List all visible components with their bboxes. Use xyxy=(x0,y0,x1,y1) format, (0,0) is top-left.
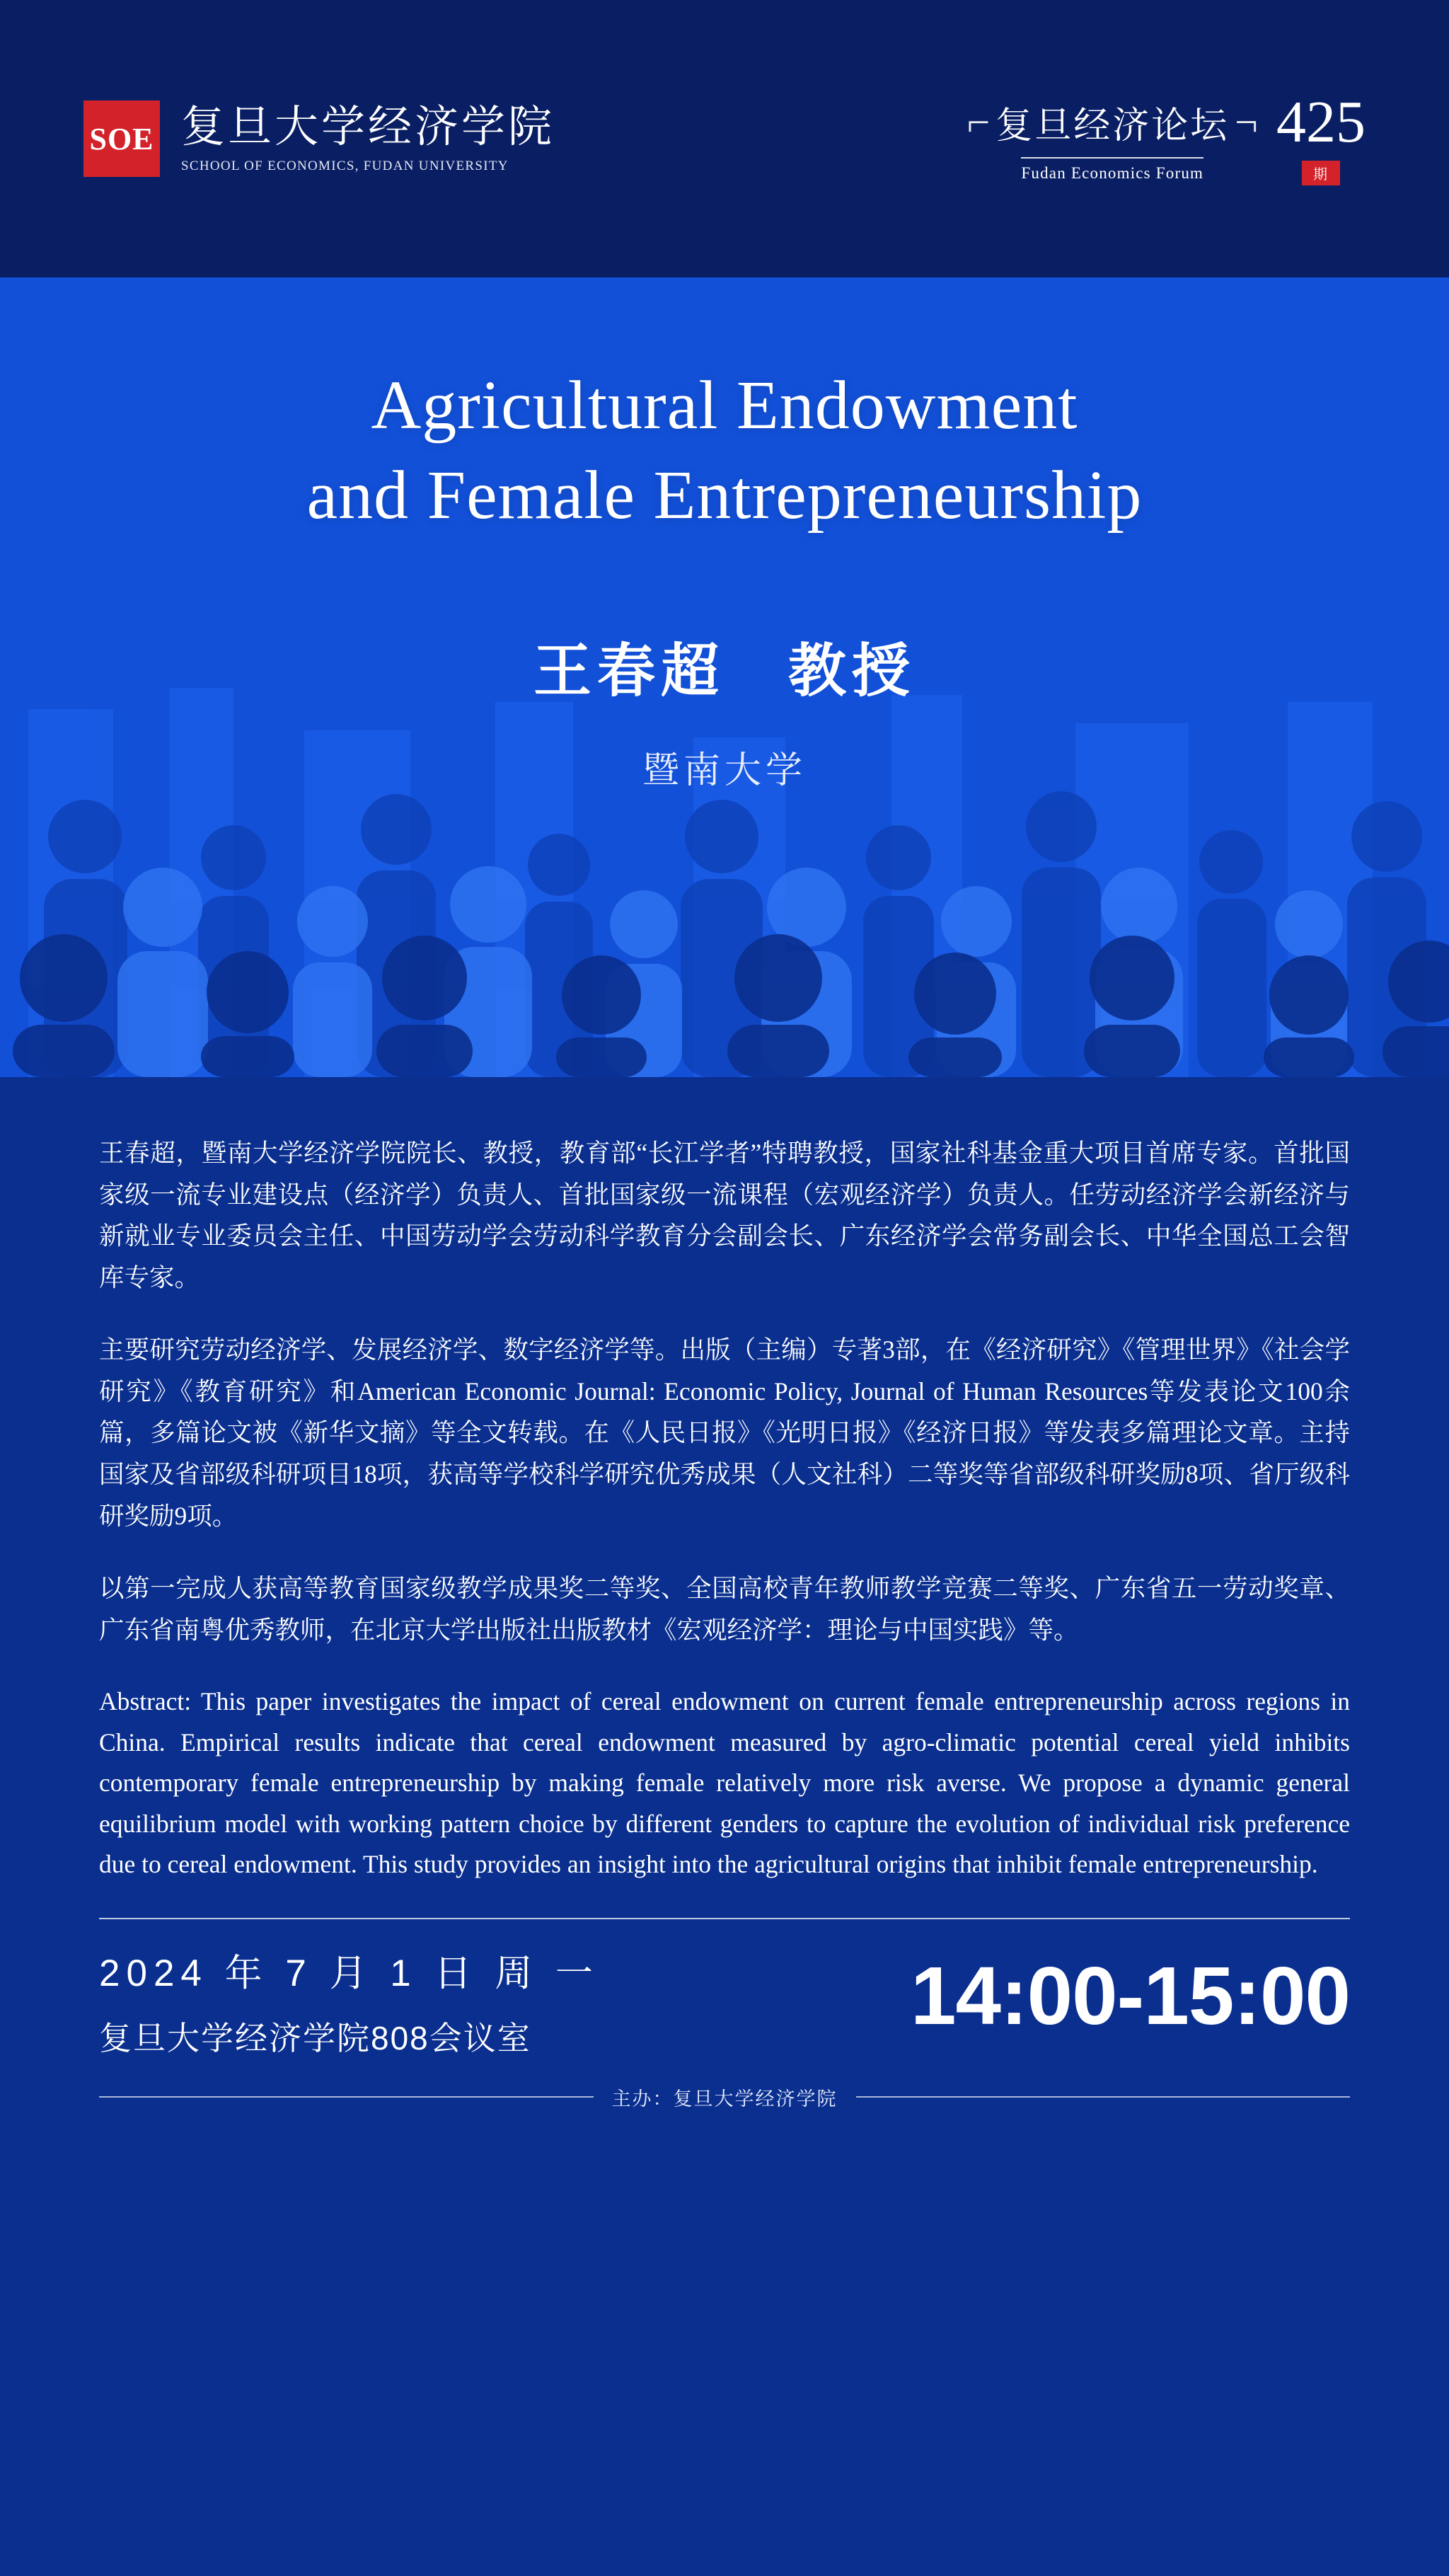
abstract-paragraph: Abstract: This paper investigates the impact of cereal endowment on current female entrepreneurship across regions in China. Empirical results indicate that cereal endowment measured by agro-climatic potential cereal yield inhibits contemporary female entrepreneurship by making female relatively more risk averse. We propose a dynamic general equilibrium model with working pattern choice by different genders to capture the evolution of individual risk preference due to cereal endowment. This study provides an insight into the agricultural origins that inhibit female entrepreneurship. xyxy=(99,1687,1350,1879)
bracket-left-icon: ⌐ xyxy=(966,98,991,145)
event-time: 14:00-15:00 xyxy=(911,1949,1350,2042)
poster-footer xyxy=(0,1918,1449,2139)
forum-block xyxy=(966,88,1366,185)
talk-title-line2: and Female Entrepreneurship xyxy=(306,457,1143,534)
speaker-affiliation: 暨南大学 xyxy=(642,749,807,791)
speaker-name: 王春超 教授 xyxy=(533,638,916,703)
footer-left xyxy=(99,1939,599,2059)
bio-paragraph-2: 主要研究劳动经济学、发展经济学、数字经济学等。出版（主编）专著3部，在《经济研究》《管理世界》《社会学研究》《教育研究》和American Economic Journal: Economic Policy, Journal of Human Resources等发表论文100余篇，多篇论文被《新华文摘》等全文转载。在《人民日报》《光明日报》《经济日报》等发表多篇理论文章。主持国家及省部级科研项目18项，获高等学校科学研究优秀成果（人文社科）二等奖等省部级科研奖励8项、省厅级科研奖励9项。 xyxy=(99,1335,1350,1530)
footer-main xyxy=(99,1939,1350,2059)
forum-title-block xyxy=(967,96,1258,183)
soe-logo-icon: SOE xyxy=(83,100,160,177)
forum-issue-block xyxy=(1276,88,1366,185)
forum-title-cn: 复旦经济论坛 xyxy=(995,105,1230,146)
hero-content xyxy=(0,277,1449,793)
talk-title xyxy=(0,361,1449,541)
hero-banner xyxy=(0,277,1449,1077)
poster-body xyxy=(0,1077,1449,1885)
org-name-en: SCHOOL OF ECONOMICS, FUDAN UNIVERSITY xyxy=(181,159,509,174)
poster-header xyxy=(0,0,1449,277)
forum-title-en: Fudan Economics Forum xyxy=(1021,157,1203,183)
event-venue: 复旦大学经济学院808会议室 xyxy=(99,2019,531,2057)
event-date: 2024 年 7 月 1 日 周 一 xyxy=(99,1952,599,1994)
brand-text xyxy=(181,103,555,174)
brand-block xyxy=(83,100,555,177)
host-rule-left xyxy=(99,2096,594,2098)
host-rule-right xyxy=(856,2096,1351,2098)
footer-divider xyxy=(99,1918,1350,1919)
bracket-right-icon: ¬ xyxy=(1235,98,1258,145)
forum-title-cn-wrap xyxy=(967,96,1258,149)
org-name-cn: 复旦大学经济学院 xyxy=(181,103,555,151)
bio-paragraph-1: 王春超，暨南大学经济学院院长、教授，教育部“长江学者”特聘教授，国家社科基金重大项目首席专家。首批国家级一流专业建设点（经济学）负责人、首批国家级一流课程（宏观经济学）负责人。任劳动经济学会新经济与新就业专业委员会主任、中国劳动学会劳动科学教育分会副会长、广东经济学会常务副会长、中华全国总工会智库专家。 xyxy=(99,1139,1350,1292)
talk-title-line1: Agricultural Endowment xyxy=(371,367,1078,444)
footer-host-row xyxy=(99,2083,1350,2111)
issue-number: 425 xyxy=(1276,88,1366,155)
event-host: 主办：复旦大学经济学院 xyxy=(611,2088,838,2110)
bio-paragraph-3: 以第一完成人获高等教育国家级教学成果奖二等奖、全国高校青年教师教学竞赛二等奖、广东省五一劳动奖章、广东省南粤优秀教师，在北京大学出版社出版教材《宏观经济学：理论与中国实践》等。 xyxy=(99,1574,1350,1644)
issue-unit-badge: 期 xyxy=(1302,161,1340,185)
